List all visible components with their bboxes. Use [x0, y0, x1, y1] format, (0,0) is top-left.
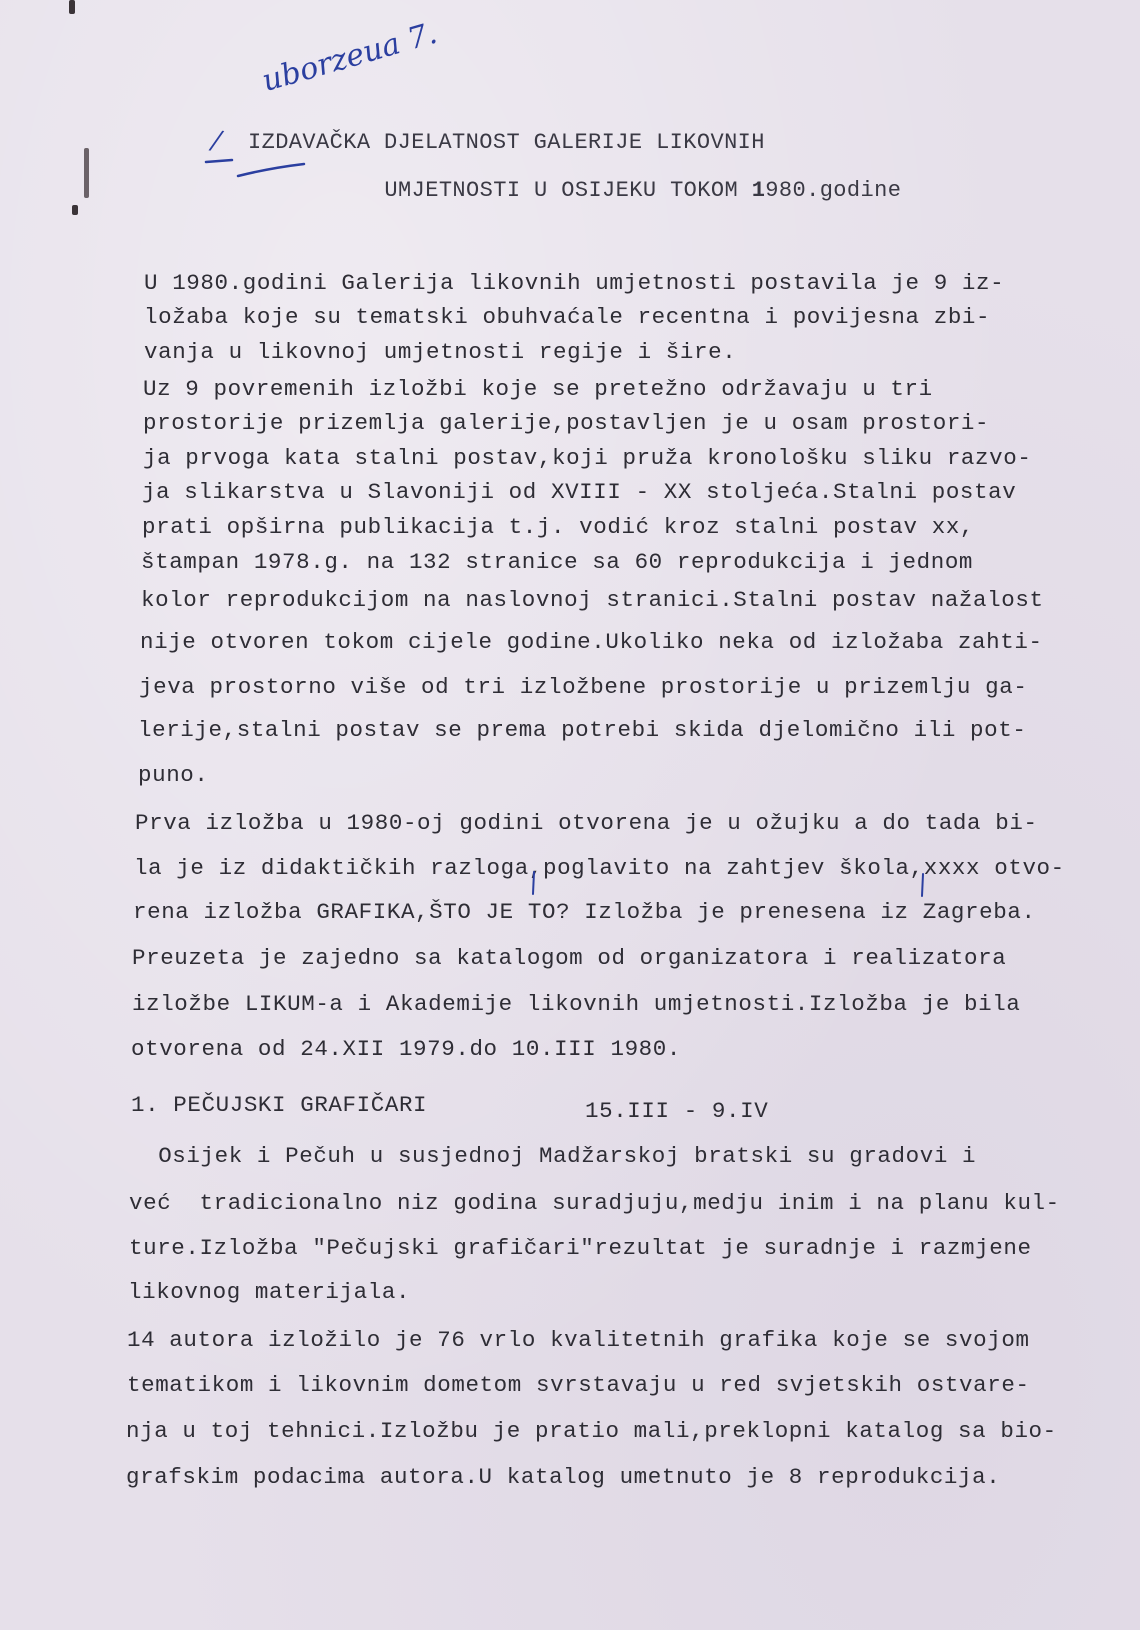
binding-mark-upper [84, 148, 89, 198]
title-year-digit: 1 [751, 178, 766, 203]
body-line: la je iz didaktičkih razloga,poglavito na zahtjev škola,xxxx otvo- [134, 855, 1065, 881]
body-line: puno. [138, 762, 209, 788]
section-line: nja u toj tehnici.Izložbu je pratio mali,preklopni katalog sa bio- [126, 1418, 1057, 1444]
section-title: 1. PEČUJSKI GRAFIČARI [131, 1092, 428, 1118]
body-line: U 1980.godini Galerija likovnih umjetnosti postavila je 9 iz- [144, 270, 1005, 296]
pen-underline-mark [200, 150, 310, 190]
body-line: kolor reprodukcijom na naslovnoj stranici.Stalni postav nažalost [141, 587, 1044, 613]
body-line: Prva izložba u 1980-oj godini otvorena je u ožujku a do tada bi- [135, 810, 1038, 836]
section-line: grafskim podacima autora.U katalog umetnuto je 8 reprodukcija. [126, 1464, 1001, 1490]
section-line: već tradicionalno niz godina suradjuju,medju inim i na planu kul- [129, 1190, 1060, 1216]
title-line-2-end: 980.godine [765, 178, 902, 203]
section-line: likovnog materijala. [128, 1279, 411, 1305]
title-line-2-text: UMJETNOSTI U OSIJEKU TOKOM [384, 178, 752, 203]
document-title-line-2 [330, 158, 901, 224]
document-title-line-1: IZDAVAČKA DJELATNOST GALERIJE LIKOVNIH [248, 130, 765, 155]
section-line: ture.Izložba "Pečujski grafičari"rezultat je suradnje i razmjene [129, 1235, 1032, 1261]
body-line: vanja u likovnoj umjetnosti regije i šire. [144, 339, 737, 365]
handwritten-annotation: uborzeua 7. [258, 15, 441, 100]
body-line: rena izložba GRAFIKA,ŠTO JE TO? Izložba je prenesena iz Zagreba. [133, 899, 1036, 925]
body-line: Preuzeta je zajedno sa katalogom od organizatora i realizatora [132, 945, 1007, 971]
pen-insertion-mark [919, 870, 927, 900]
binding-mark-lower [72, 205, 78, 215]
body-line: izložbe LIKUM-a i Akademije likovnih umjetnosti.Izložba je bila [132, 991, 1021, 1017]
section-line: 14 autora izložilo je 76 vrlo kvalitetnih grafika koje se svojom [127, 1327, 1030, 1353]
body-line: lerije,stalni postav se prema potrebi skida djelomično ili pot- [138, 717, 1027, 743]
body-line: ja prvoga kata stalni postav,koji pruža kronološku sliku razvo- [143, 445, 1032, 471]
pen-insertion-mark [530, 868, 538, 898]
body-line: ložaba koje su tematski obuhvaćale recentna i povijesna zbi- [144, 304, 991, 330]
body-line: prati opširna publikacija t.j. vodić kroz stalni postav xx, [142, 514, 975, 540]
body-line: nije otvoren tokom cijele godine.Ukoliko neka od izložaba zahti- [140, 629, 1043, 655]
body-line: jeva prostorno više od tri izložbene prostorije u prizemlju ga- [139, 674, 1028, 700]
body-line: prostorije prizemlja galerije,postavljen je u osam prostori- [143, 410, 990, 436]
handwritten-margin-mark: / [209, 125, 223, 157]
binding-mark-top [69, 0, 75, 14]
section-dates: 15.III - 9.IV [585, 1098, 769, 1124]
body-line: otvorena od 24.XII 1979.do 10.III 1980. [131, 1036, 681, 1062]
section-line: Osijek i Pečuh u susjednoj Madžarskoj bratski su gradovi i [130, 1143, 977, 1169]
section-line: tematikom i likovnim dometom svrstavaju u red svjetskih ostvare- [127, 1372, 1030, 1398]
body-line: Uz 9 povremenih izložbi koje se pretežno održavaju u tri [143, 376, 933, 402]
body-line: ja slikarstva u Slavoniji od XVIII - XX stoljeća.Stalni postav [142, 479, 1017, 505]
body-line: štampan 1978.g. na 132 stranice sa 60 reprodukcija i jednom [141, 549, 974, 575]
